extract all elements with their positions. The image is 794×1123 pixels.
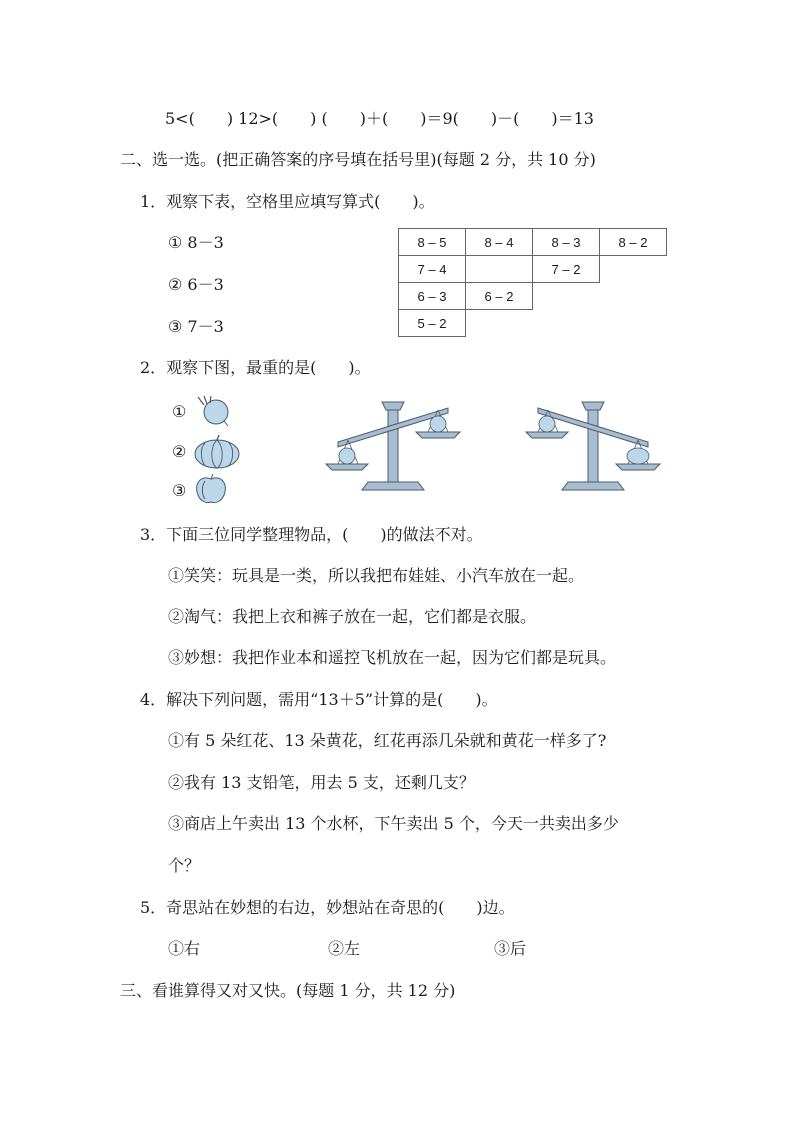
table-blank-cell [466,256,533,283]
q1-option-3: ③ 7－3 [168,317,224,336]
q4-item-2: ②我有 13 支铅笔，用去 5 支，还剩几支？ [168,773,475,792]
q5-option-1: ①右 [168,939,201,958]
q4-item-3: ③商店上午卖出 13 个水杯，下午卖出 5 个，今天一共卖出多少 [168,814,619,833]
q5-option-2: ②左 [328,939,361,958]
q4-stem: 4．解决下列问题，需用“13＋5”计算的是( )。 [140,690,498,709]
q1-stem: 1．观察下表，空格里应填写算式( )。 [140,192,435,211]
q2-stem: 2．观察下图，最重的是( )。 [140,358,371,377]
q2-mark-2: ② [172,442,187,461]
q4-item-3-cont: 个？ [168,856,201,875]
table-cell: 8 – 5 [399,229,466,256]
table-cell: 8 – 2 [600,229,667,256]
q5-stem: 5．奇思站在妙想的右边，妙想站在奇思的( )边。 [140,898,515,917]
table-cell: 5 – 2 [399,310,466,337]
q1-expression-table [398,228,667,337]
section-2-heading: 二、选一选。(把正确答案的序号填在括号里)(每题 2 分，共 10 分) [120,150,596,169]
q3-item-2: ②淘气：我把上衣和裤子放在一起，它们都是衣服。 [168,607,537,626]
fill-in-blanks-line: 5<( ) 12>( ) ( )＋( )＝9( )－( )＝13 [165,109,594,128]
table-cell: 6 – 3 [399,283,466,310]
q5-option-3: ③后 [494,939,527,958]
q3-item-3: ③妙想：我把作业本和遥控飞机放在一起，因为它们都是玩具。 [168,648,617,667]
balance-scale-icon [318,398,468,492]
balance-scale-icon [518,398,668,492]
q2-mark-1: ① [172,402,187,421]
table-cell: 8 – 4 [466,229,533,256]
radish-icon [194,395,232,427]
q1-option-1: ① 8－3 [168,233,224,252]
q3-item-1: ①笑笑：玩具是一类，所以我把布娃娃、小汽车放在一起。 [168,566,585,585]
q2-mark-3: ③ [172,481,187,500]
q3-stem: 3．下面三位同学整理物品，( )的做法不对。 [140,525,483,544]
section-3-heading: 三、看谁算得又对又快。(每题 1 分，共 12 分) [120,981,456,1000]
q1-option-2: ② 6－3 [168,275,224,294]
apple-icon [193,473,229,505]
table-cell: 7 – 2 [533,256,600,283]
table-cell: 7 – 4 [399,256,466,283]
table-cell: 6 – 2 [466,283,533,310]
q4-item-1: ①有 5 朵红花、13 朵黄花，红花再添几朵就和黄花一样多了? [168,731,607,750]
table-cell: 8 – 3 [533,229,600,256]
pumpkin-icon [193,434,241,470]
